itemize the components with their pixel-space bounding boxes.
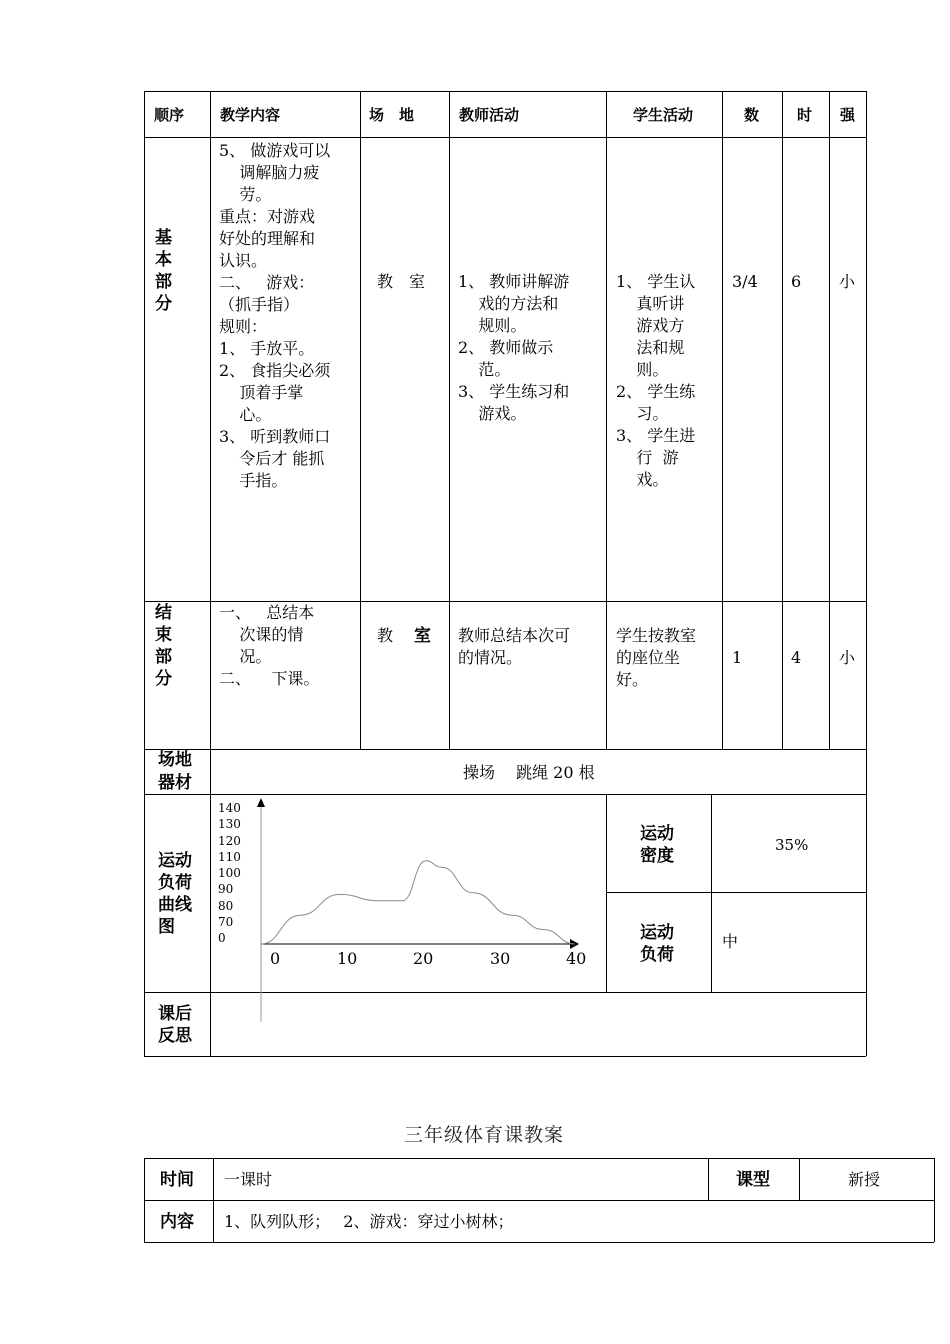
section2-title: 三年级体育课教案: [404, 1124, 565, 1146]
end-part-label: 结束部分: [155, 603, 172, 689]
table-border: [934, 1158, 935, 1242]
header-venue: 场 地: [369, 106, 415, 124]
x-tick-label: 40: [566, 949, 587, 968]
basic-part-teacher-activity: 1、 教师讲解游 戏的方法和 规则。 2、 教师做示 范。 3、 学生练习和 游戏。: [458, 272, 570, 423]
y-tick-label: 120: [218, 833, 241, 848]
header-content: 教学内容: [220, 106, 281, 124]
reflection-label: 课后反思: [158, 1004, 192, 1046]
basic-part-label: 基本部分: [155, 228, 172, 314]
y-tick-label: 0: [218, 931, 226, 946]
basic-part-student-activity: 1、 学生认 真听讲 游戏方 法和规 则。 2、 学生练 习。 3、 学生进 行 游 戏。: [616, 272, 696, 489]
equipment-value: 操场 跳绳 20 根: [463, 763, 595, 782]
basic-part-intensity: 小: [839, 272, 856, 291]
basic-part-venue: 教 室: [377, 272, 426, 291]
x-tick-label: 30: [490, 949, 511, 968]
y-tick-label: 130: [218, 817, 241, 832]
density-value: 35%: [775, 836, 809, 854]
end-part-venue-a: 教: [377, 626, 394, 645]
header-count: 数: [744, 106, 760, 124]
end-part-teacher-activity: 教师总结本次可 的情况。: [458, 626, 571, 667]
content-value: 1、队列队形； 2、游戏：穿过小树林；: [224, 1212, 514, 1231]
y-tick-label: 140: [218, 801, 241, 815]
time-label: 时间: [160, 1170, 194, 1190]
header-teacher-activity: 教师活动: [459, 106, 520, 124]
load-curve-label: 运动负荷曲线图: [158, 851, 192, 937]
end-part-content: 一、 总结本 次课的情 况。 二、 下课。: [219, 603, 320, 688]
type-label: 课型: [736, 1170, 770, 1190]
time-value: 一课时: [224, 1170, 273, 1189]
header-intensity: 强: [840, 106, 856, 124]
header-time: 时: [797, 106, 813, 124]
basic-part-count: 3/4: [732, 272, 758, 291]
table-border: [213, 1158, 214, 1242]
end-part-student-activity: 学生按教室 的座位坐 好。: [616, 626, 697, 689]
table-border: [144, 1158, 934, 1159]
type-value: 新授: [848, 1170, 881, 1189]
x-tick-label: 20: [413, 949, 434, 968]
x-tick-label: 10: [337, 949, 358, 968]
end-part-count: 1: [732, 648, 743, 667]
table-border: [708, 1158, 709, 1200]
basic-part-time: 6: [791, 272, 802, 291]
end-part-time: 4: [791, 648, 802, 667]
content-label: 内容: [160, 1212, 194, 1232]
y-tick-label: 80: [218, 898, 234, 913]
load-value: 中: [722, 932, 739, 951]
table-border: [144, 1242, 934, 1243]
table-border: [144, 1158, 145, 1242]
y-tick-label: 70: [218, 915, 234, 930]
y-tick-label: 110: [218, 849, 241, 864]
load-curve-line: [261, 861, 575, 944]
density-label: 运动密度: [640, 824, 674, 866]
end-part-intensity: 小: [839, 648, 856, 667]
load-label: 运动负荷: [640, 923, 674, 965]
equipment-label: 场地器材: [158, 750, 192, 793]
basic-part-content: 5、 做游戏可以 调解脑力疲 劳。 重点：对游戏 好处的理解和 认识。 二、 游戏： （抓手指） 规则： 1、 手放平。 2、 食指尖必须 顶着手掌 心。 3、 听到教师口 令后才 能抓 手指。: [219, 141, 331, 490]
header-student-activity: 学生活动: [633, 106, 694, 124]
y-tick-label: 90: [218, 882, 234, 897]
end-part-venue-b: 室: [414, 626, 431, 646]
y-axis-arrow: [257, 798, 265, 807]
table-border: [799, 1158, 800, 1200]
x-tick-label: 0: [270, 949, 281, 968]
header-order: 顺序: [154, 106, 185, 124]
table-border: [144, 1200, 934, 1201]
y-tick-label: 100: [218, 866, 241, 881]
